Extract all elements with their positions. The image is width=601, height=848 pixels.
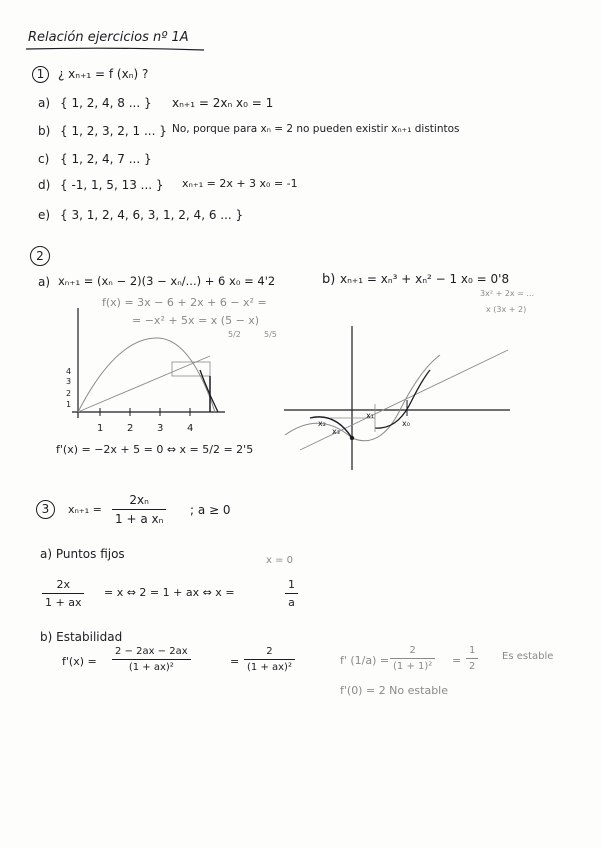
ex1-number: 1 xyxy=(32,66,49,83)
ex3-b-frac4-den: 2 xyxy=(469,661,476,672)
ex2-a-ytick-3: 3 xyxy=(66,377,72,386)
ex3-b-fp-at: f' (1/a) = xyxy=(340,654,390,667)
ex2-a-graph xyxy=(60,300,230,430)
ex1-d-seq: { -1, 1, 5, 13 ... } xyxy=(60,178,164,192)
ex3-b-frac2 xyxy=(244,646,295,673)
ex1-b-label: b) xyxy=(38,124,51,138)
ex3-number: 3 xyxy=(36,500,55,519)
ex3-b-frac4 xyxy=(466,645,478,672)
ex2-a-f-line2: = −x² + 5x = x (5 − x) xyxy=(132,314,260,327)
ex3-b-equals: = xyxy=(230,655,240,668)
ex3-a-fraction-den: 1 + ax xyxy=(45,596,82,609)
ex3-a-label: a) Puntos fijos xyxy=(40,547,125,561)
ex2-a-side-frac-2: 5/5 xyxy=(264,330,277,339)
ex1-b-note: No, porque para xₙ = 2 no pueden existir xₙ₊₁ distintos xyxy=(172,123,460,135)
ex3-a-solution xyxy=(285,578,298,609)
ex3-b-frac4-num: 1 xyxy=(466,645,478,659)
ex3-b-frac1-den: (1 + ax)² xyxy=(128,662,174,673)
ex2-b-point-x1: x₁ xyxy=(366,411,374,420)
ex3-fraction xyxy=(112,493,166,526)
ex2-b-point-x2: x₂ xyxy=(318,419,326,428)
ex1-a-label: a) xyxy=(38,96,51,110)
ex3-a-solution-num: 1 xyxy=(285,578,298,594)
ex2-b-label: b) xyxy=(322,272,336,287)
ex3-b-fp: f'(x) = xyxy=(62,655,97,668)
ex2-b-point-x0: x₀ xyxy=(402,419,410,428)
ex2-a-xtick-4: 4 xyxy=(187,423,194,434)
ex1-e-label: e) xyxy=(38,208,51,222)
ex1-e-seq: { 3, 1, 2, 4, 6, 3, 1, 2, 4, 6 ... } xyxy=(60,208,244,222)
ex3-lhs: xₙ₊₁ = xyxy=(68,503,102,516)
ex3-b-label: b) Estabilidad xyxy=(40,630,123,644)
ex3-b-fp0: f'(0) = 2 No estable xyxy=(340,684,448,697)
ex1-a-note: xₙ₊₁ = 2xₙ x₀ = 1 xyxy=(172,96,274,110)
ex3-a-x0: x = 0 xyxy=(266,555,294,566)
ex3-fraction-den: 1 + a xₙ xyxy=(115,512,164,526)
ex2-b-graph xyxy=(280,300,520,480)
ex2-a-ytick-1: 1 xyxy=(66,400,72,409)
ex2-a-label: a) xyxy=(38,275,51,289)
ex2-a-xtick-3: 3 xyxy=(157,423,164,434)
ex2-b-equation: xₙ₊₁ = xₙ³ + xₙ² − 1 x₀ = 0'8 xyxy=(340,272,510,286)
ex1-a-seq: { 1, 2, 4, 8 ... } xyxy=(60,96,152,110)
ex2-a-ytick-4: 4 xyxy=(66,367,72,376)
ex1-d-note: xₙ₊₁ = 2x + 3 x₀ = -1 xyxy=(182,177,298,190)
ex3-b-stable: Es estable xyxy=(502,651,554,662)
ex3-b-frac1-num: 2 − 2ax − 2ax xyxy=(112,646,191,660)
ex2-a-ytick-2: 2 xyxy=(66,389,72,398)
ex3-a-fraction xyxy=(42,578,84,609)
ex3-b-frac3 xyxy=(390,645,435,672)
ex1-question: ¿ xₙ₊₁ = f (xₙ) ? xyxy=(58,67,149,81)
ex1-d-label: d) xyxy=(38,178,51,192)
ex2-a-equation: xₙ₊₁ = (xₙ − 2)(3 − xₙ/...) + 6 x₀ = 4'2 xyxy=(58,274,276,288)
title-underline xyxy=(26,47,206,51)
ex3-b-frac2-den: (1 + ax)² xyxy=(247,662,292,673)
ex3-b-frac2-num: 2 xyxy=(244,646,295,660)
ex1-b-seq: { 1, 2, 3, 2, 1 ... } xyxy=(60,124,167,138)
ex3-a-solution-den: a xyxy=(288,596,295,609)
ex3-b-frac3-den: (1 + 1)² xyxy=(393,661,433,672)
ex2-a-xtick-1: 1 xyxy=(97,423,104,434)
ex2-a-xtick-2: 2 xyxy=(127,423,134,434)
ex2-a-side-frac-1: 5/2 xyxy=(228,330,241,339)
ex2-number: 2 xyxy=(30,246,50,266)
ex3-condition: ; a ≥ 0 xyxy=(190,503,231,517)
ex2-b-pencil-note-2: x (3x + 2) xyxy=(486,305,527,314)
ex3-b-frac3-num: 2 xyxy=(390,645,435,659)
ex3-a-fraction-num: 2x xyxy=(42,578,84,594)
ex2-b-pencil-note-1: 3x² + 2x = ... xyxy=(480,289,535,298)
ex3-b-frac1 xyxy=(112,646,191,673)
ex2-a-f-line1: f(x) = 3x − 6 + 2x + 6 − x² = xyxy=(102,296,267,309)
ex3-fraction-num: 2xₙ xyxy=(112,493,166,510)
ex2-b-point-x3: x₃ xyxy=(332,427,340,436)
ex1-c-label: c) xyxy=(38,152,50,166)
ex1-c-seq: { 1, 2, 4, 7 ... } xyxy=(60,152,152,166)
ex3-b-equals-2: = xyxy=(452,654,462,667)
page-title: Relación ejercicios nº 1A xyxy=(28,30,189,45)
ex3-a-eq: = x ⇔ 2 = 1 + ax ⇔ x = xyxy=(104,586,235,599)
ex2-a-derivative: f'(x) = −2x + 5 = 0 ⇔ x = 5/2 = 2'5 xyxy=(56,443,254,456)
